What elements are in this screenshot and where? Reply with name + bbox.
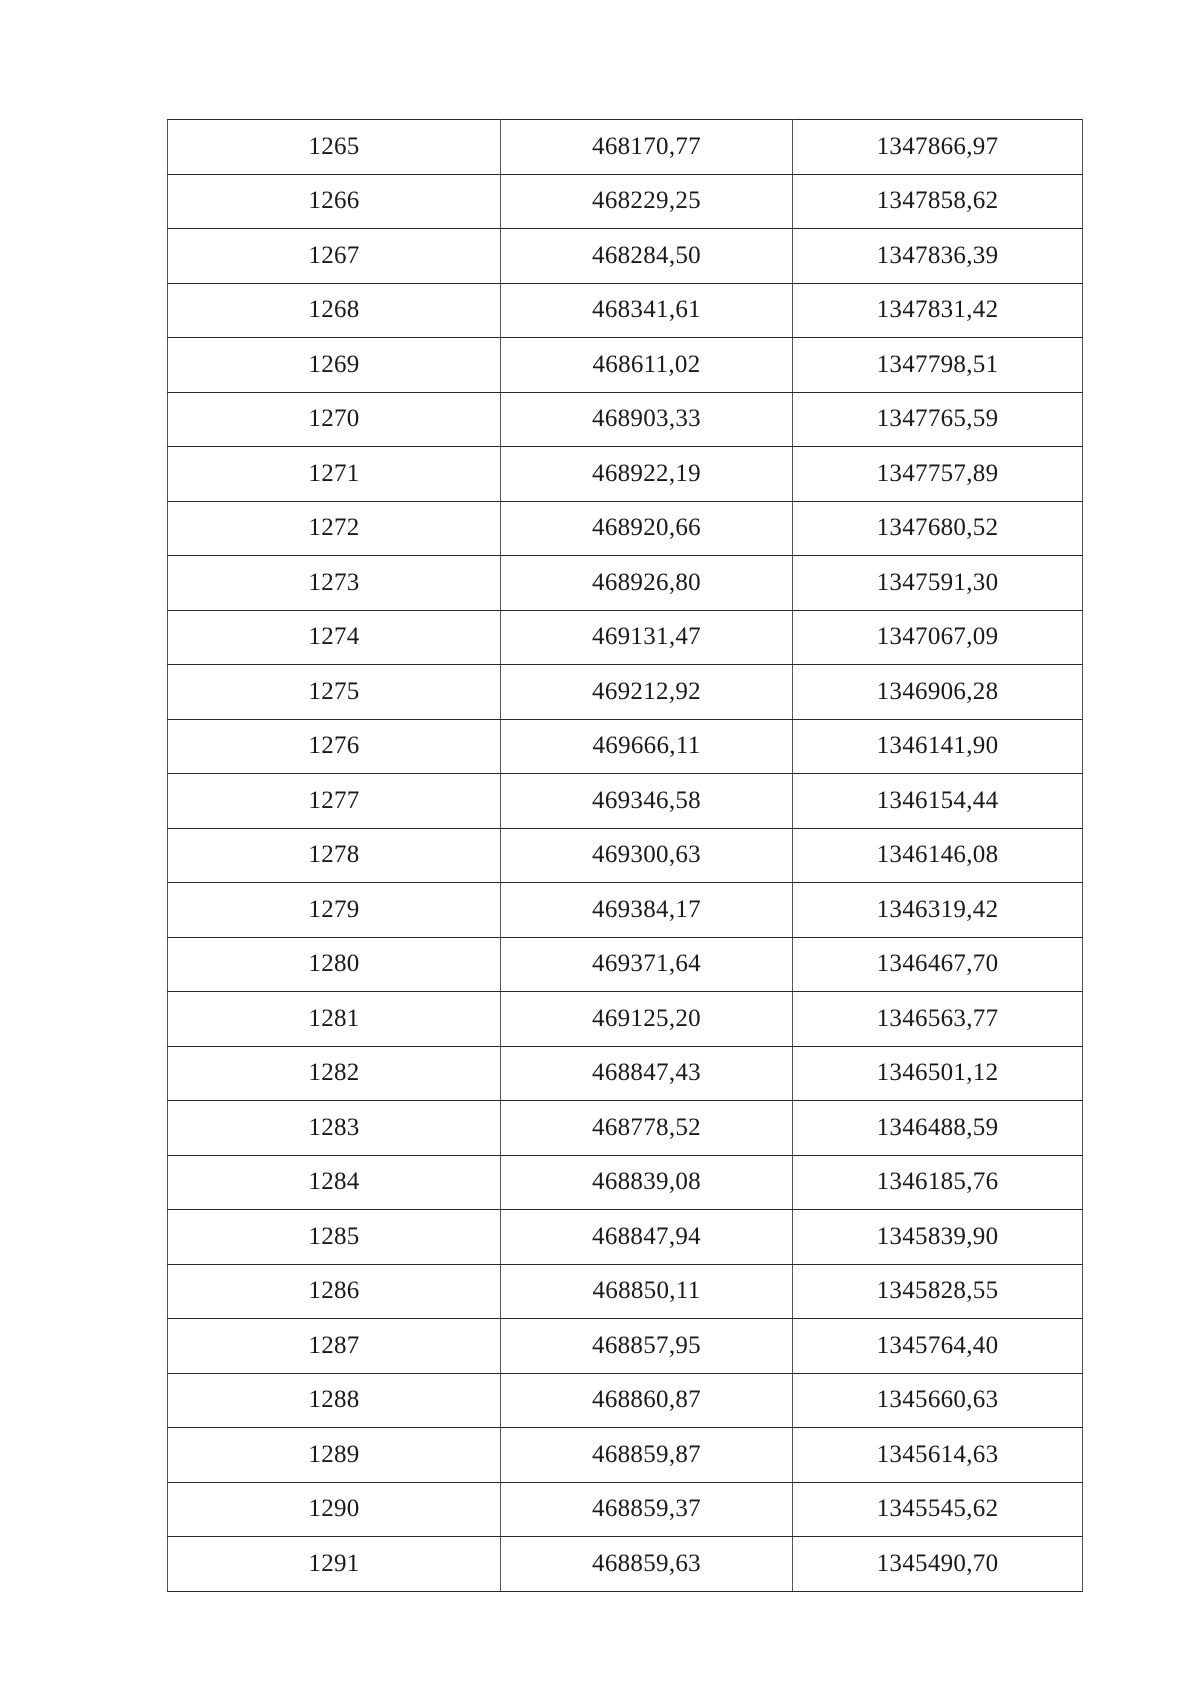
y-coordinate-cell: 1345764,40 [793, 1319, 1083, 1374]
y-coordinate-cell: 1347680,52 [793, 501, 1083, 556]
table-row [168, 1373, 1083, 1428]
point-number-cell: 1288 [168, 1373, 501, 1428]
table-row [168, 719, 1083, 774]
x-coordinate-cell: 468229,25 [501, 174, 793, 229]
table-row [168, 828, 1083, 883]
table-row [168, 1210, 1083, 1265]
x-coordinate-cell: 469300,63 [501, 828, 793, 883]
x-coordinate-cell: 468857,95 [501, 1319, 793, 1374]
point-number-cell: 1279 [168, 883, 501, 938]
table-row [168, 392, 1083, 447]
point-number-cell: 1280 [168, 937, 501, 992]
y-coordinate-cell: 1346501,12 [793, 1046, 1083, 1101]
point-number-cell: 1273 [168, 556, 501, 611]
y-coordinate-cell: 1345660,63 [793, 1373, 1083, 1428]
y-coordinate-cell: 1347067,09 [793, 610, 1083, 665]
y-coordinate-cell: 1347798,51 [793, 338, 1083, 393]
x-coordinate-cell: 469384,17 [501, 883, 793, 938]
point-number-cell: 1281 [168, 992, 501, 1047]
point-number-cell: 1274 [168, 610, 501, 665]
table-row [168, 120, 1083, 175]
y-coordinate-cell: 1347836,39 [793, 229, 1083, 284]
table-row [168, 501, 1083, 556]
x-coordinate-cell: 468850,11 [501, 1264, 793, 1319]
table-row [168, 665, 1083, 720]
point-number-cell: 1289 [168, 1428, 501, 1483]
x-coordinate-cell: 469212,92 [501, 665, 793, 720]
y-coordinate-cell: 1346563,77 [793, 992, 1083, 1047]
x-coordinate-cell: 469371,64 [501, 937, 793, 992]
coordinates-table-body [168, 120, 1083, 1592]
y-coordinate-cell: 1346146,08 [793, 828, 1083, 883]
table-row [168, 556, 1083, 611]
table-row [168, 1101, 1083, 1156]
x-coordinate-cell: 469666,11 [501, 719, 793, 774]
y-coordinate-cell: 1345545,62 [793, 1482, 1083, 1537]
table-row [168, 610, 1083, 665]
y-coordinate-cell: 1347831,42 [793, 283, 1083, 338]
x-coordinate-cell: 468284,50 [501, 229, 793, 284]
table-row [168, 283, 1083, 338]
point-number-cell: 1272 [168, 501, 501, 556]
point-number-cell: 1283 [168, 1101, 501, 1156]
point-number-cell: 1275 [168, 665, 501, 720]
point-number-cell: 1282 [168, 1046, 501, 1101]
table-row [168, 992, 1083, 1047]
point-number-cell: 1278 [168, 828, 501, 883]
point-number-cell: 1267 [168, 229, 501, 284]
table-row [168, 1319, 1083, 1374]
point-number-cell: 1285 [168, 1210, 501, 1265]
point-number-cell: 1284 [168, 1155, 501, 1210]
x-coordinate-cell: 469131,47 [501, 610, 793, 665]
point-number-cell: 1277 [168, 774, 501, 829]
point-number-cell: 1276 [168, 719, 501, 774]
y-coordinate-cell: 1347591,30 [793, 556, 1083, 611]
x-coordinate-cell: 468611,02 [501, 338, 793, 393]
point-number-cell: 1266 [168, 174, 501, 229]
table-row [168, 937, 1083, 992]
point-number-cell: 1269 [168, 338, 501, 393]
table-row [168, 1046, 1083, 1101]
y-coordinate-cell: 1347858,62 [793, 174, 1083, 229]
x-coordinate-cell: 469125,20 [501, 992, 793, 1047]
x-coordinate-cell: 468903,33 [501, 392, 793, 447]
point-number-cell: 1271 [168, 447, 501, 502]
y-coordinate-cell: 1345490,70 [793, 1537, 1083, 1592]
point-number-cell: 1268 [168, 283, 501, 338]
point-number-cell: 1290 [168, 1482, 501, 1537]
x-coordinate-cell: 468926,80 [501, 556, 793, 611]
table-row [168, 447, 1083, 502]
x-coordinate-cell: 468859,87 [501, 1428, 793, 1483]
y-coordinate-cell: 1346488,59 [793, 1101, 1083, 1156]
table-row [168, 1155, 1083, 1210]
x-coordinate-cell: 468860,87 [501, 1373, 793, 1428]
y-coordinate-cell: 1346154,44 [793, 774, 1083, 829]
table-row [168, 1264, 1083, 1319]
y-coordinate-cell: 1347757,89 [793, 447, 1083, 502]
table-row [168, 229, 1083, 284]
y-coordinate-cell: 1345828,55 [793, 1264, 1083, 1319]
table-row [168, 883, 1083, 938]
point-number-cell: 1270 [168, 392, 501, 447]
point-number-cell: 1286 [168, 1264, 501, 1319]
x-coordinate-cell: 468778,52 [501, 1101, 793, 1156]
y-coordinate-cell: 1346141,90 [793, 719, 1083, 774]
point-number-cell: 1265 [168, 120, 501, 175]
y-coordinate-cell: 1346319,42 [793, 883, 1083, 938]
x-coordinate-cell: 468170,77 [501, 120, 793, 175]
x-coordinate-cell: 468859,63 [501, 1537, 793, 1592]
x-coordinate-cell: 468847,94 [501, 1210, 793, 1265]
y-coordinate-cell: 1346185,76 [793, 1155, 1083, 1210]
table-row [168, 1537, 1083, 1592]
y-coordinate-cell: 1347765,59 [793, 392, 1083, 447]
table-row [168, 338, 1083, 393]
y-coordinate-cell: 1345614,63 [793, 1428, 1083, 1483]
y-coordinate-cell: 1346906,28 [793, 665, 1083, 720]
y-coordinate-cell: 1345839,90 [793, 1210, 1083, 1265]
point-number-cell: 1291 [168, 1537, 501, 1592]
x-coordinate-cell: 469346,58 [501, 774, 793, 829]
x-coordinate-cell: 468839,08 [501, 1155, 793, 1210]
y-coordinate-cell: 1346467,70 [793, 937, 1083, 992]
x-coordinate-cell: 468920,66 [501, 501, 793, 556]
x-coordinate-cell: 468859,37 [501, 1482, 793, 1537]
coordinates-table [167, 119, 1083, 1592]
table-row [168, 174, 1083, 229]
x-coordinate-cell: 468922,19 [501, 447, 793, 502]
table-row [168, 1482, 1083, 1537]
x-coordinate-cell: 468341,61 [501, 283, 793, 338]
point-number-cell: 1287 [168, 1319, 501, 1374]
y-coordinate-cell: 1347866,97 [793, 120, 1083, 175]
x-coordinate-cell: 468847,43 [501, 1046, 793, 1101]
table-row [168, 1428, 1083, 1483]
table-row [168, 774, 1083, 829]
